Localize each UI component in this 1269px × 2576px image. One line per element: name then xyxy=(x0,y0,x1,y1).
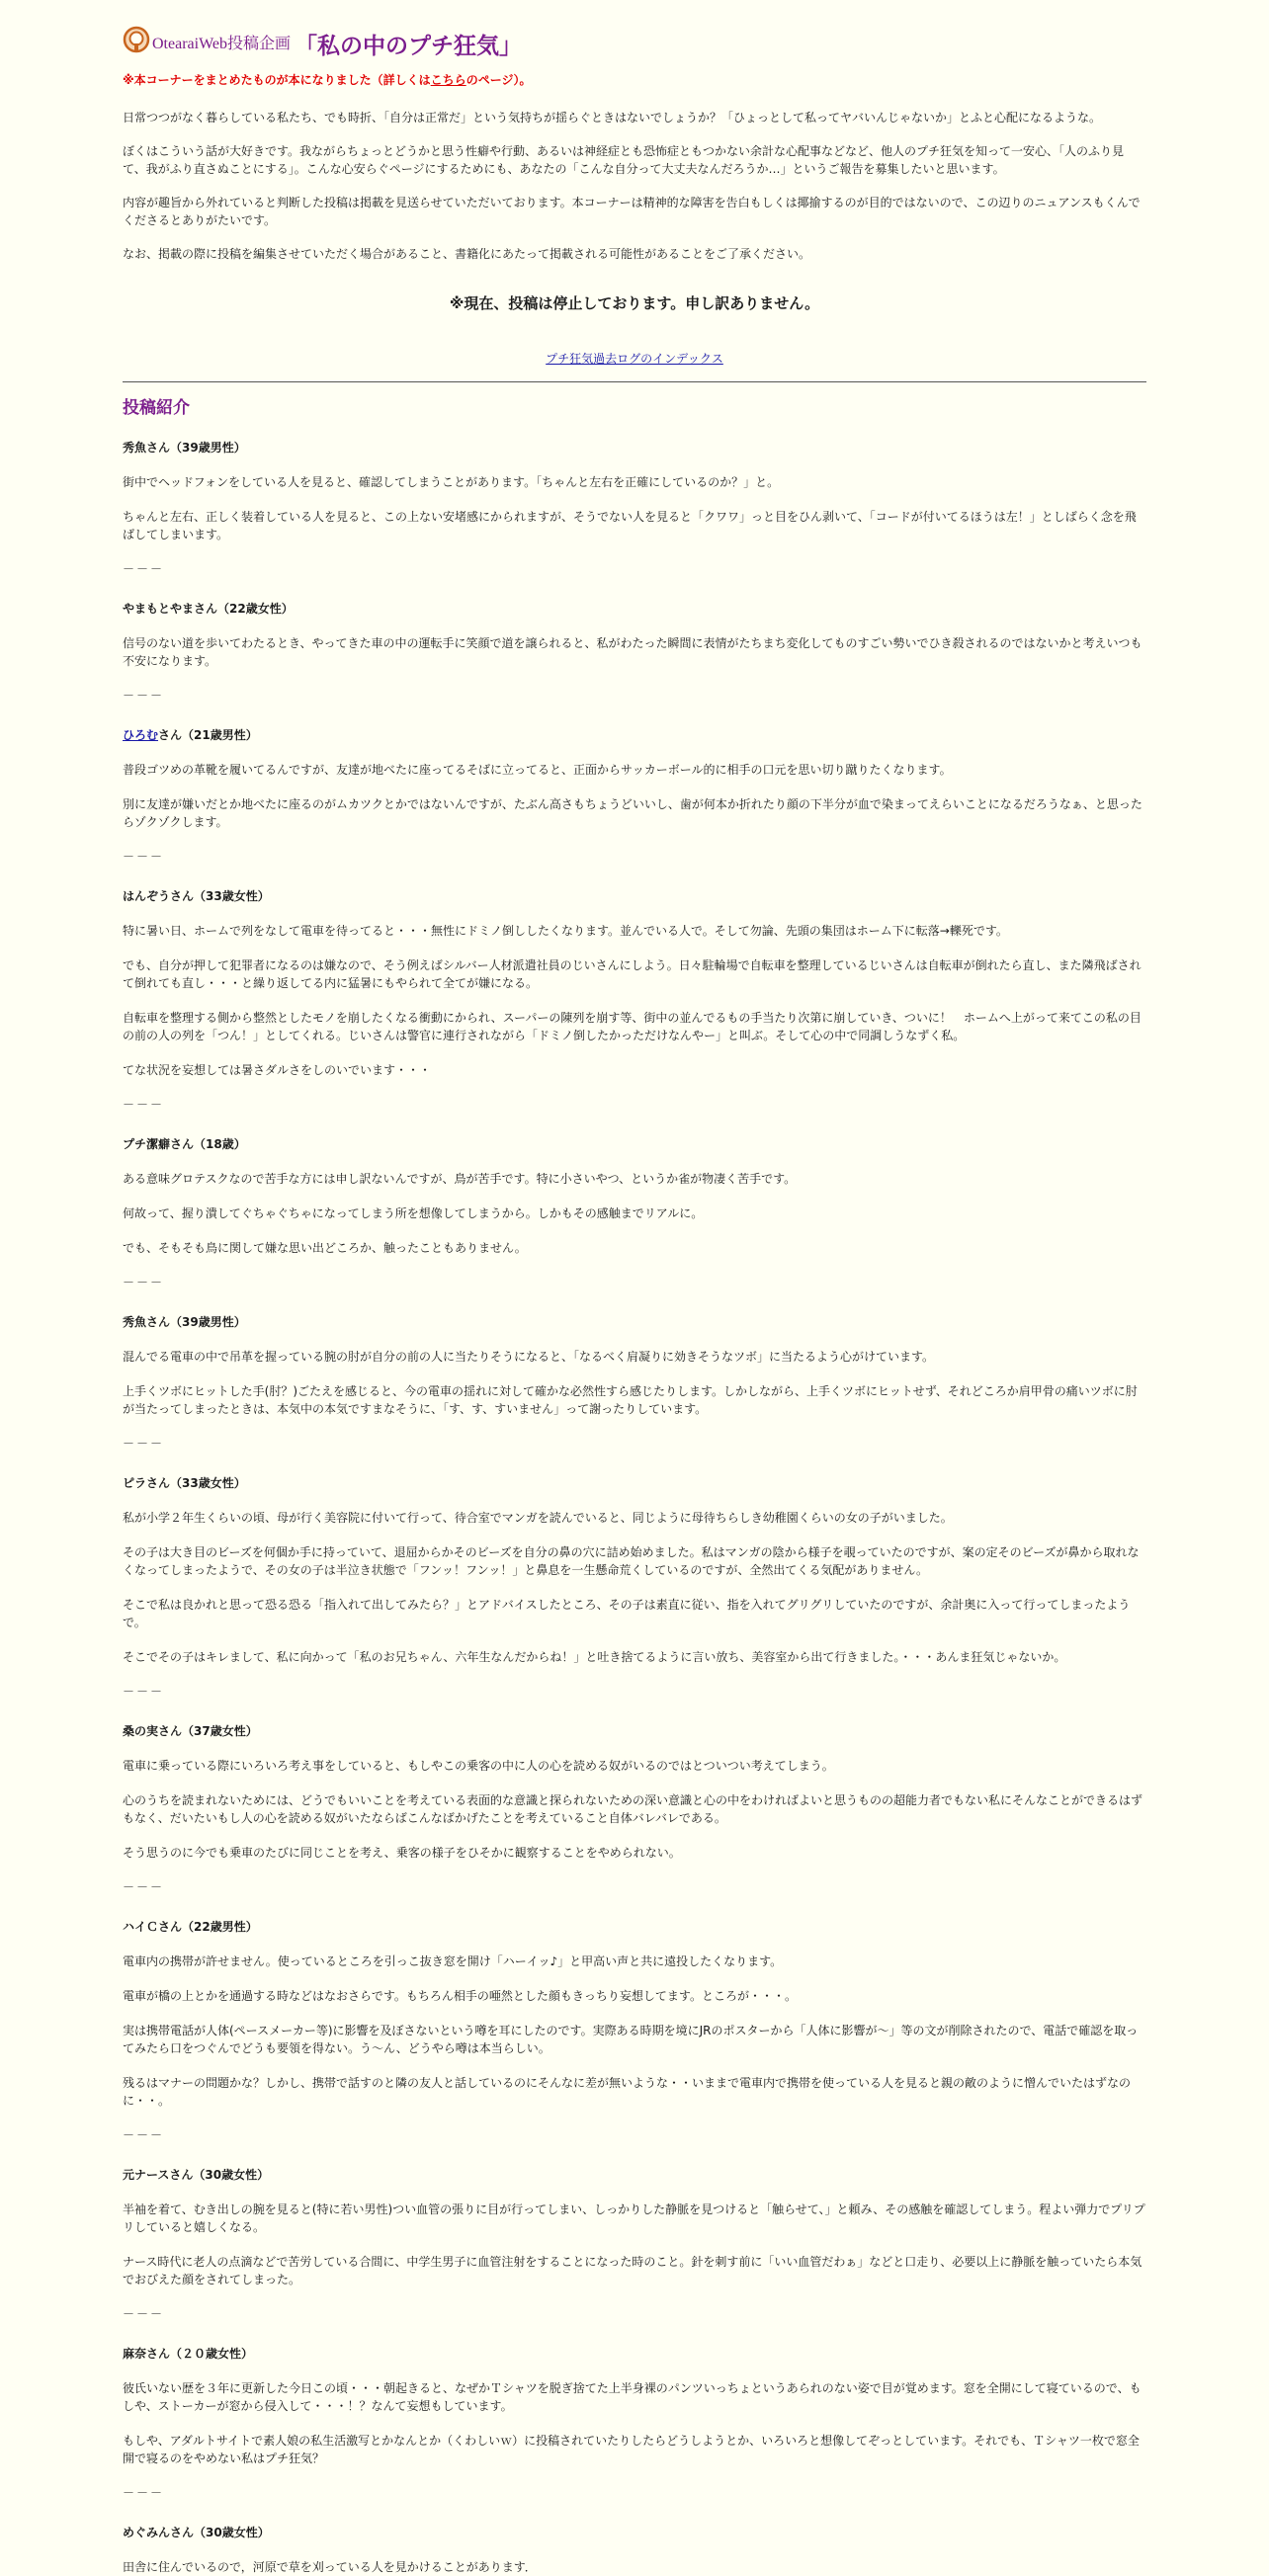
post-author-name: はんぞうさん（33歳女性） xyxy=(123,889,270,903)
post-author xyxy=(123,1313,1146,1331)
book-notice-prefix: ※本コーナーをまとめたものが本になりました（詳しくは xyxy=(123,73,431,87)
post-paragraph: 私が小学２年生くらいの頃、母が行く美容院に付いて行って、待合室でマンガを読んでいると、同じように母待ちらしき幼稚園くらいの女の子がいました。 xyxy=(123,1511,953,1525)
archive-index-link[interactable]: プチ狂気過去ログのインデックス xyxy=(546,352,723,366)
post-paragraph: 街中でヘッドフォンをしている人を見ると、確認してしまうことがあります。「ちゃんと左右を正確にしているのか？」と。 xyxy=(123,475,780,489)
post-author xyxy=(123,1474,1146,1492)
post-paragraph: 電車が橋の上とかを通過する時などはなおさらです。もちろん相手の唖然とした顔もきっちり妄想してます。ところが・・・。 xyxy=(123,1989,797,2003)
otearai-logo-icon xyxy=(123,26,150,53)
post-paragraph: 心のうちを読まれないためには、どうでもいいことを考えている表面的な意識と探られないための深い意識と心の中をわければよいと思うものの超能力者でもない私にそんなことができるはずもなく、だいたいもし人の心を読める奴がいたならばこんなばかげたことを考えていること自体バレバレである。 xyxy=(123,1793,1143,1825)
post-author-name: プチ潔癖さん（18歳） xyxy=(123,1137,246,1151)
post-paragraph: ナース時代に老人の点滴などで苦労している合間に、中学生男子に血管注射をすることになった時のこと。針を刺す前に「いい血管だわぁ」などと口走り、必要以上に静脈を触っていたら本気でおびえた顔をされてしまった。 xyxy=(123,2255,1142,2286)
intro-paragraph: なお、掲載の際に投稿を編集させていただく場合があること、書籍化にあたって掲載される可能性があることをご了承ください。 xyxy=(123,247,811,261)
page-header xyxy=(123,20,1146,59)
intro-paragraph: 日常つつがなく暮らしている私たち、でも時折、「自分は正常だ」という気持ちが揺らぐときはないでしょうか？「ひょっとして私ってヤバいんじゃないか」とふと心配になるような。 xyxy=(123,111,1102,125)
post-author-name: めぐみんさん（30歳女性） xyxy=(123,2526,270,2539)
post-paragraph: 特に暑い日、ホームで列をなして電車を待ってると・・・無性にドミノ倒ししたくなります。並んでいる人で。そして勿論、先頭の集団はホーム下に転落→轢死です。 xyxy=(123,924,1008,938)
post-paragraph: ちゃんと左右、正しく装着している人を見ると、この上ない安堵感にかられますが、そうでない人を見ると「クワワ」っと目をひん剥いて、「コードが付いてるほうは左！」としばらく念を飛ばしてしまいます。 xyxy=(123,510,1137,541)
post-author-name: 元ナースさん（30歳女性） xyxy=(123,2168,270,2182)
post-paragraph: 何故って、握り潰してぐちゃぐちゃになってしまう所を想像してしまうから。しかもその感触までリアルに。 xyxy=(123,1206,704,1220)
post-entry xyxy=(123,600,1146,705)
post-separator: －－－ xyxy=(123,1276,165,1289)
post-author xyxy=(123,887,1146,905)
post-paragraph: 上手くツボにヒットした手(肘？)ごたえを感じると、今の電車の揺れに対して確かな必然性すら感じたりします。しかしながら、上手くツボにヒットせず、それどころか肩甲骨の痛いツボに肘が当たってしまったときは、本気中の本気ですまなそうに、「す、す、すいません」って謝ったりしています。 xyxy=(123,1384,1138,1416)
post-entry xyxy=(123,2524,1146,2576)
post-paragraph: ある意味グロテスクなので苦手な方には申し訳ないんですが、鳥が苦手です。特に小さいやつ、というか雀が物凄く苦手です。 xyxy=(123,1172,797,1186)
post-separator: －－－ xyxy=(123,1880,165,1894)
post-author xyxy=(123,726,1146,744)
page-content xyxy=(123,20,1146,2576)
post-author-name: 麻奈さん（２０歳女性） xyxy=(123,2347,254,2361)
post-paragraph: 田舎に住んでいるので，河原で草を刈っている人を見かけることがあります． xyxy=(123,2560,537,2574)
post-paragraph: そう思うのに今でも乗車のたびに同じことを考え、乗客の様子をひそかに観察することをやめられない。 xyxy=(123,1846,681,1860)
post-paragraph: 半袖を着て、むき出しの腕を見ると(特に若い男性)つい血管の張りに目が行ってしまい、しっかりした静脈を見つけると「触らせて、」と頼み、その感触を確認してしまう。程よい弾力でプリプリしていると嬉しくなる。 xyxy=(123,2202,1145,2234)
post-author xyxy=(123,1722,1146,1740)
post-paragraph: そこで私は良かれと思って恐る恐る「指入れて出してみたら？」とアドバイスしたところ、その子は素直に従い、指を入れてグリグリしていたのですが、余計奥に入って行ってしまったようで。 xyxy=(123,1598,1131,1629)
post-paragraph: てな状況を妄想しては暑さダルさをしのいでいます・・・ xyxy=(123,1063,432,1077)
post-author xyxy=(123,1918,1146,1936)
post-author xyxy=(123,2524,1146,2541)
book-notice xyxy=(123,71,1146,89)
post-paragraph: 信号のない道を歩いてわたるとき、やってきた車の中の運転手に笑顔で道を譲られると、私がわたった瞬間に表情がたちまち変化してものすごい勢いでひき殺されるのではないかと考えいつも不安になります。 xyxy=(123,636,1142,668)
section-title: 投稿紹介 xyxy=(123,398,190,418)
post-author xyxy=(123,600,1146,618)
post-author xyxy=(123,439,1146,457)
post-author-name: 秀魚さん（39歳男性） xyxy=(123,1315,246,1329)
post-paragraph: もしや、アダルトサイトで素人娘の私生活激写とかなんとか（くわしいｗ）に投稿されていたりしたらどうしようとか、いろいろと想像してぞっとしています。それでも、Ｔシャツ一枚で窓全開で寝るのをやめない私はプチ狂気？ xyxy=(123,2434,1140,2465)
post-entry xyxy=(123,439,1146,578)
post-author-name: ピラさん（33歳女性） xyxy=(123,1476,246,1490)
post-paragraph: 自転車を整理する側から整然としたモノを崩したくなる衝動にかられ、スーパーの陳列を崩す等、街中の並んでるもの手当たり次第に崩していき、ついに！ ホームへ上がって来てこの私の目の前の人の列を「つん！」としてくれる。じいさんは警官に連行されながら「ドミノ倒したかっただけなんやー」と叫ぶ。そして心の中で同調しうなずく私。 xyxy=(123,1011,1142,1042)
post-author xyxy=(123,2166,1146,2184)
site-brand: OtearaiWeb投稿企画 xyxy=(152,36,292,52)
post-author-link[interactable]: ひろむ xyxy=(123,728,159,742)
post-paragraph: 彼氏いない歴を３年に更新した今日この頃・・・朝起きると、なぜかＴシャツを脱ぎ捨てた上半身裸のパンツいっちょというあられのない姿で目が覚めます。窓を全開にして寝ているので、もしや、ストーカーが窓から侵入して・・・！？なんて妄想もしています。 xyxy=(123,2381,1142,2413)
post-author-name: ハイＣさん（22歳男性） xyxy=(123,1920,258,1934)
archive-index-row xyxy=(123,350,1146,368)
post-paragraph: 電車内の携帯が許せません。使っているところを引っこ抜き窓を開け「ハーイッ♪」と甲高い声と共に遠投したくなります。 xyxy=(123,1954,783,1968)
post-entry xyxy=(123,1135,1146,1291)
post-entry xyxy=(123,2166,1146,2323)
post-separator: －－－ xyxy=(123,2128,165,2142)
post-entry xyxy=(123,726,1146,866)
divider xyxy=(123,381,1146,382)
intro-text xyxy=(123,109,1146,263)
post-author xyxy=(123,1135,1146,1153)
post-separator: －－－ xyxy=(123,2307,165,2321)
post-entry xyxy=(123,887,1146,1114)
post-author-name: やまもとやまさん（22歳女性） xyxy=(123,602,294,616)
book-notice-suffix: のページ）。 xyxy=(465,73,532,87)
post-author-name: 桑の実さん（37歳女性） xyxy=(123,1724,258,1738)
post-paragraph: 別に友達が嫌いだとか地べたに座るのがムカツクとかではないんですが、たぶん高さもちょうどいいし、歯が何本か折れたり顔の下半分が血で染まってえらいことになるだろうなぁ、と思ったらゾクゾクします。 xyxy=(123,797,1142,829)
post-entry xyxy=(123,1313,1146,1453)
post-separator: －－－ xyxy=(123,2486,165,2500)
post-entry xyxy=(123,1722,1146,1896)
post-author-name: 秀魚さん（39歳男性） xyxy=(123,441,246,455)
post-entry xyxy=(123,1474,1146,1701)
post-separator: －－－ xyxy=(123,1098,165,1112)
post-entry xyxy=(123,2345,1146,2502)
post-separator: －－－ xyxy=(123,1685,165,1699)
page-title: 「私の中のプチ狂気」 xyxy=(295,34,523,59)
post-separator: －－－ xyxy=(123,1437,165,1451)
post-paragraph: 普段ゴツめの革靴を履いてるんですが、友達が地べたに座ってるそばに立ってると、正面からサッカーボール的に相手の口元を思い切り蹴りたくなります。 xyxy=(123,763,952,777)
post-paragraph: でも、そもそも鳥に関して嫌な思い出どころか、触ったこともありません。 xyxy=(123,1241,527,1255)
post-paragraph: 混んでる電車の中で吊革を握っている腕の肘が自分の前の人に当たりそうになると、「なるべく肩凝りに効きそうなツボ」に当たるよう心がけています。 xyxy=(123,1350,935,1364)
post-paragraph: そこでその子はキレまして、私に向かって「私のお兄ちゃん、六年生なんだからね！」と吐き捨てるように言い放ち、美容室から出て行きました。・・・あんま狂気じゃないか。 xyxy=(123,1650,1066,1664)
post-list xyxy=(123,439,1146,2576)
post-paragraph: でも、自分が押して犯罪者になるのは嫌なので、そう例えばシルバー人材派遣社員のじいさんにしよう。日々駐輪場で自転車を整理しているじいさんは自転車が倒れたら直し、また隣飛ばされて倒れても直し・・・と繰り返してる内に猛暑にもやられて全てが嫌になる。 xyxy=(123,958,1142,990)
post-paragraph: 電車に乗っている際にいろいろ考え事をしていると、もしやこの乗客の中に人の心を読める奴がいるのではとついつい考えてしまう。 xyxy=(123,1759,834,1773)
post-paragraph: 実は携帯電話が人体(ペースメーカー等)に影響を及ぼさないという噂を耳にしたのです。実際ある時期を境にJRのポスターから「人体に影響が～」等の文が削除されたので、電話で確認を取ってみたら口をつぐんでどうも要領を得ない。う～ん、どうやら噂は本当らしい。 xyxy=(123,2024,1139,2055)
post-paragraph: 残るはマナーの問題かな？しかし、携帯で話すのと隣の友人と話しているのにそんなに差が無いような・・いままで電車内で携帯を使っている人を見ると親の敵のように憎んでいたはずなのに・・。 xyxy=(123,2076,1132,2108)
post-separator: －－－ xyxy=(123,850,165,864)
post-separator: －－－ xyxy=(123,689,165,703)
submission-stopped-notice: ※現在、投稿は停止しております。申し訳ありません。 xyxy=(449,294,820,312)
book-notice-link[interactable]: こちら xyxy=(430,73,466,87)
post-separator: －－－ xyxy=(123,562,165,576)
post-author-name: さん（21歳男性） xyxy=(158,728,258,742)
post-entry xyxy=(123,1918,1146,2144)
intro-paragraph: 内容が趣旨から外れていると判断した投稿は掲載を見送らせていただいております。本コーナーは精神的な障害を告白もしくは揶揄するのが目的ではないので、この辺りのニュアンスもくんでくださるとありがたいです。 xyxy=(123,196,1141,227)
post-paragraph: その子は大き目のビーズを何個か手に持っていて、退屈からかそのビーズを自分の鼻の穴に詰め始めました。私はマンガの陰から様子を覗っていたのですが、案の定そのビーズが鼻から取れなくなってしまったようで、その女の子は半泣き状態で「フンッ！フンッ！」と鼻息を一生懸命荒くしているのですが、全然出てくる気配がありません。 xyxy=(123,1545,1140,1577)
post-author xyxy=(123,2345,1146,2363)
intro-paragraph: ぼくはこういう話が大好きです。我ながらちょっとどうかと思う性癖や行動、あるいは神経症とも恐怖症ともつかない余計な心配事などなど、他人のプチ狂気を知って一安心、「人のふり見て、我がふり直さぬことにする」。こんな心安らぐページにするためにも、あなたの「こんな自分って大丈夫なんだろうか…」というご報告を募集したいと思います。 xyxy=(123,144,1125,176)
